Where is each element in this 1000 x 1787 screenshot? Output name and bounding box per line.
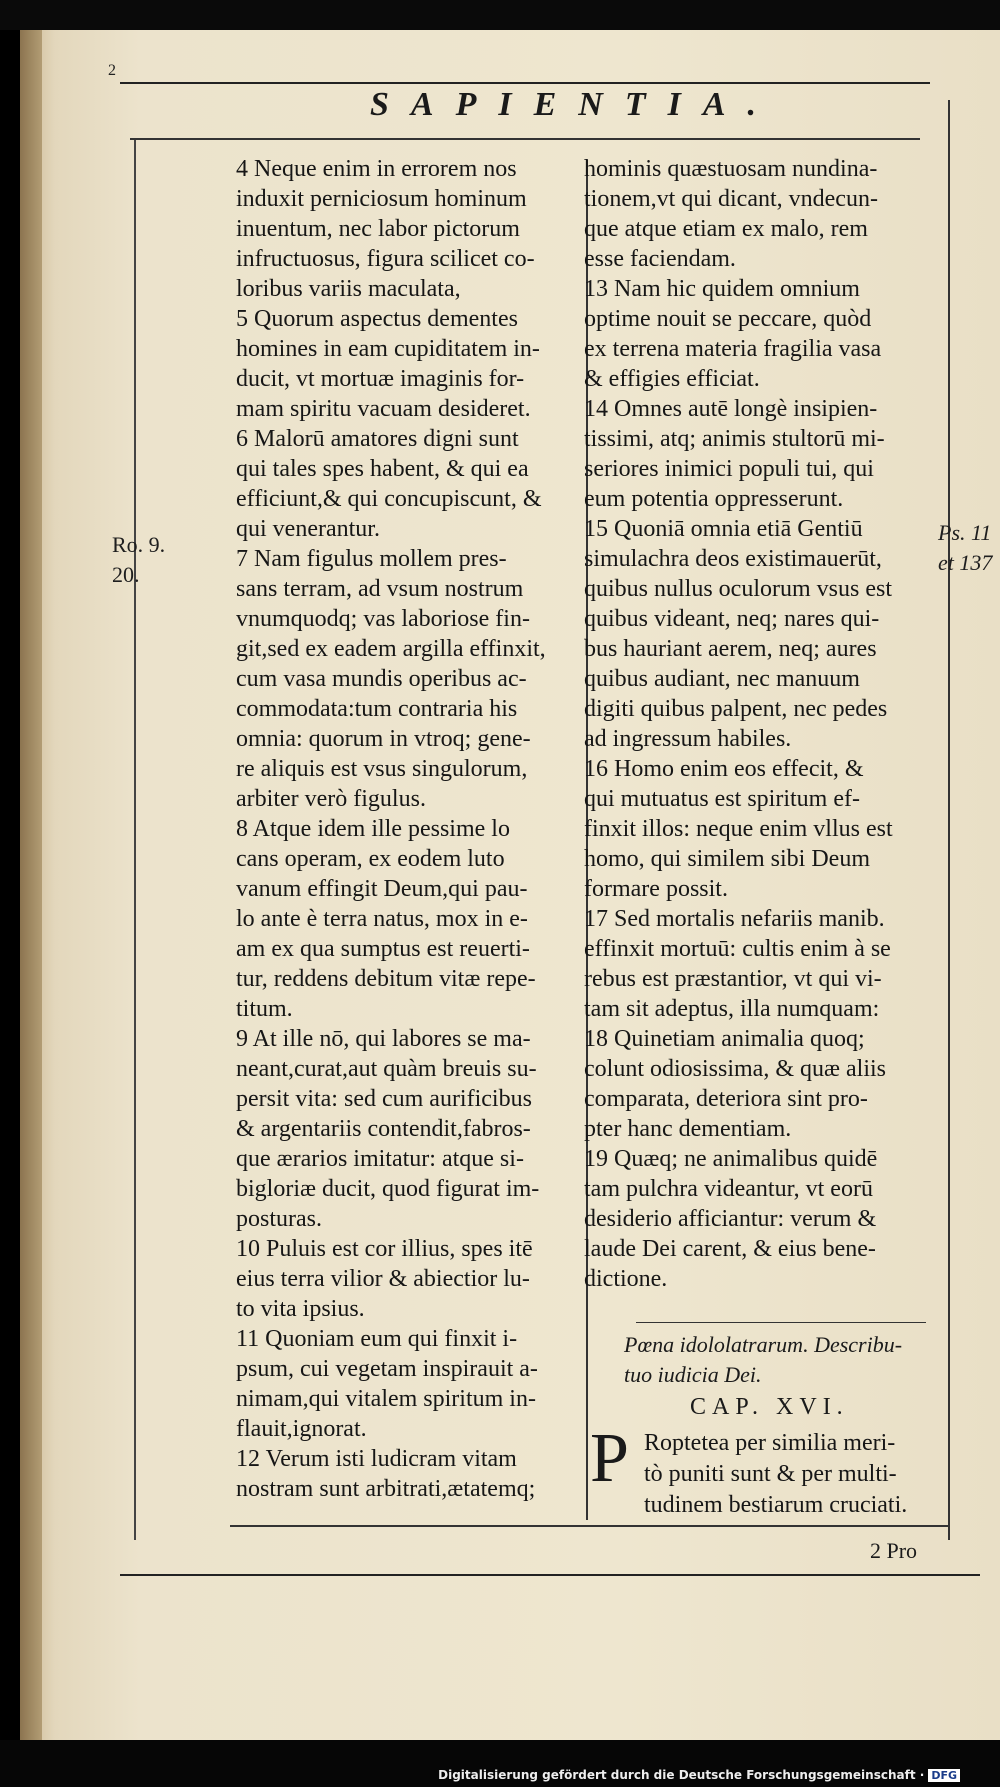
text-column-left (236, 154, 576, 1504)
text-line: 15 Quoniā omnia etiā Gentiū (584, 516, 863, 542)
text-line: inuentum, nec labor pictorum (236, 216, 520, 242)
text-line: git,sed ex eadem argilla effinxit, (236, 636, 546, 662)
text-line: desiderio afficiantur: verum & (584, 1206, 877, 1232)
credit-text: Digitalisierung gefördert durch die Deutsche Forschungsgemeinschaft · (438, 1768, 925, 1782)
chapter-heading: CAP. XVI. (690, 1394, 849, 1420)
text-line: 11 Quoniam eum qui finxit i- (236, 1326, 518, 1352)
chapter-opening-text (644, 1428, 944, 1521)
text-line: qui tales spes habent, & qui ea (236, 456, 529, 482)
text-line: nimam,qui vitalem spiritum in- (236, 1386, 536, 1412)
text-line: 17 Sed mortalis nefariis manib. (584, 906, 885, 932)
text-line: qui mutuatus est spiritum ef- (584, 786, 860, 812)
text-line: 13 Nam hic quidem omnium (584, 276, 860, 302)
digitization-credit (438, 1768, 960, 1782)
text-line: hominis quæstuosam nundina- (584, 156, 878, 182)
text-line: laude Dei carent, & eius bene- (584, 1236, 876, 1262)
text-line: loribus variis maculata, (236, 276, 461, 302)
text-line: induxit perniciosum hominum (236, 186, 527, 212)
catchword: 2 Pro (870, 1538, 918, 1563)
text-line: quibus nullus oculorum vsus est (584, 576, 893, 602)
text-line: quibus audiant, nec manuum (584, 666, 860, 692)
chapter-summary (624, 1330, 944, 1390)
text-line: 19 Quæq; ne animalibus quidē (584, 1146, 878, 1172)
text-line: qui venerantur. (236, 516, 380, 542)
chapter-text-line: Roptetea per similia meri- (644, 1430, 896, 1456)
margin-note-left (112, 530, 165, 590)
margin-note-line: et 137 (938, 550, 993, 575)
text-line: ad ingressum habiles. (584, 726, 792, 752)
text-line: pter hanc dementiam. (584, 1116, 792, 1142)
text-line: efficiunt,& qui concupiscunt, & (236, 486, 542, 512)
text-line: lo ante è terra natus, mox in e- (236, 906, 528, 932)
text-line: esse faciendam. (584, 246, 736, 272)
summary-line: Pœna idololatrarum. Describu- (624, 1332, 903, 1357)
text-line: 9 At ille nō, qui labores se ma- (236, 1026, 531, 1052)
text-line: ducit, vt mortuæ imaginis for- (236, 366, 525, 392)
margin-note-right (938, 518, 992, 578)
text-line: sans terram, ad vsum nostrum (236, 576, 524, 602)
footer-rule (120, 1574, 980, 1576)
text-line: 4 Neque enim in errorem nos (236, 156, 517, 182)
right-frame-line (948, 100, 950, 1540)
drop-capital: P (590, 1420, 629, 1497)
text-line: eum potentia oppresserunt. (584, 486, 844, 512)
text-line: & effigies efficiat. (584, 366, 760, 392)
text-line: homo, qui similem sibi Deum (584, 846, 870, 872)
text-line: & argentariis contendit,fabros- (236, 1116, 531, 1142)
text-line: vanum effingit Deum,qui pau- (236, 876, 528, 902)
text-line: omnia: quorum in vtroq; gene- (236, 726, 531, 752)
text-line: re aliquis est vsus singulorum, (236, 756, 528, 782)
text-line: bigloriæ ducit, quod figurat im- (236, 1176, 540, 1202)
text-line: 12 Verum isti ludicram vitam (236, 1446, 517, 1472)
text-line: cans operam, ex eodem luto (236, 846, 505, 872)
text-line: persit vita: sed cum aurificibus (236, 1086, 532, 1112)
chapter-text-line: tò puniti sunt & per multi- (644, 1461, 897, 1487)
text-line: colunt odiosissima, & quæ aliis (584, 1056, 887, 1082)
text-line: 18 Quinetiam animalia quoq; (584, 1026, 865, 1052)
text-line: eius terra vilior & abiectior lu- (236, 1266, 530, 1292)
text-line: am ex qua sumptus est reuerti- (236, 936, 530, 962)
text-line: tam pulchra videantur, vt eorū (584, 1176, 873, 1202)
text-line: tur, reddens debitum vitæ repe- (236, 966, 536, 992)
text-line: commodata:tum contraria his (236, 696, 518, 722)
left-frame-line (134, 140, 136, 1540)
text-line: cum vasa mundis operibus ac- (236, 666, 527, 692)
text-line: 8 Atque idem ille pessime lo (236, 816, 510, 842)
text-line: bus hauriant aerem, neq; aures (584, 636, 877, 662)
running-head: SAPIENTIA. (370, 86, 778, 123)
text-line: que ærarios imitatur: atque si- (236, 1146, 524, 1172)
header-underline (130, 138, 920, 140)
header-rule (120, 82, 930, 84)
text-line: quibus videant, neq; nares qui- (584, 606, 880, 632)
text-line: digiti quibus palpent, nec pedes (584, 696, 888, 722)
text-line: vnumquodq; vas laboriose fin- (236, 606, 530, 632)
chapter-text-line: tudinem bestiarum cruciati. (644, 1492, 908, 1518)
text-column-right (584, 154, 936, 1294)
text-line: 5 Quorum aspectus dementes (236, 306, 518, 332)
text-line: dictione. (584, 1266, 668, 1292)
text-line: 7 Nam figulus mollem pres- (236, 546, 507, 572)
text-line: homines in eam cupiditatem in- (236, 336, 540, 362)
text-line: ex terrena materia fragilia vasa (584, 336, 882, 362)
text-line: seriores inimici populi tui, qui (584, 456, 874, 482)
text-line: mam spiritu vacuam desideret. (236, 396, 531, 422)
text-line: 16 Homo enim eos effecit, & (584, 756, 864, 782)
text-line: tionem,vt qui dicant, vndecun- (584, 186, 878, 212)
text-line: psum, cui vegetam inspirauit a- (236, 1356, 538, 1382)
text-line: optime nouit se peccare, quòd (584, 306, 872, 332)
summary-rule (636, 1322, 926, 1323)
text-line: titum. (236, 996, 293, 1022)
text-line: finxit illos: neque enim vllus est (584, 816, 893, 842)
text-line: comparata, deteriora sint pro- (584, 1086, 868, 1112)
text-line: neant,curat,aut quàm breuis su- (236, 1056, 537, 1082)
text-line: effinxit mortuū: cultis enim à se (584, 936, 891, 962)
text-line: 6 Malorū amatores digni sunt (236, 426, 519, 452)
text-line: to vita ipsius. (236, 1296, 365, 1322)
margin-note-line: Ps. 11 (938, 520, 992, 545)
page-signature: 2 (108, 62, 116, 79)
summary-line: tuo iudicia Dei. (624, 1362, 762, 1387)
text-line: 10 Puluis est cor illius, spes itē (236, 1236, 533, 1262)
text-line: que atque etiam ex malo, rem (584, 216, 868, 242)
text-block-bottom-rule (230, 1525, 950, 1527)
text-line: 14 Omnes autē longè insipien- (584, 396, 878, 422)
text-line: tam sit adeptus, illa numquam: (584, 996, 880, 1022)
dfg-logo: DFG (928, 1769, 960, 1782)
text-line: simulachra deos existimauerūt, (584, 546, 882, 572)
text-line: arbiter verò figulus. (236, 786, 426, 812)
text-line: posturas. (236, 1206, 322, 1232)
text-line: formare possit. (584, 876, 728, 902)
text-line: rebus est præstantior, vt qui vi- (584, 966, 882, 992)
page-gutter-edge (20, 30, 42, 1740)
margin-note-line: 20. (112, 562, 140, 587)
text-line: tissimi, atq; animis stultorū mi- (584, 426, 885, 452)
text-line: nostram sunt arbitrati,ætatemq; (236, 1476, 536, 1502)
scan-top-border (0, 0, 1000, 30)
text-line: infructuosus, figura scilicet co- (236, 246, 535, 272)
text-line: flauit,ignorat. (236, 1416, 367, 1442)
margin-note-line: Ro. 9. (112, 532, 166, 557)
